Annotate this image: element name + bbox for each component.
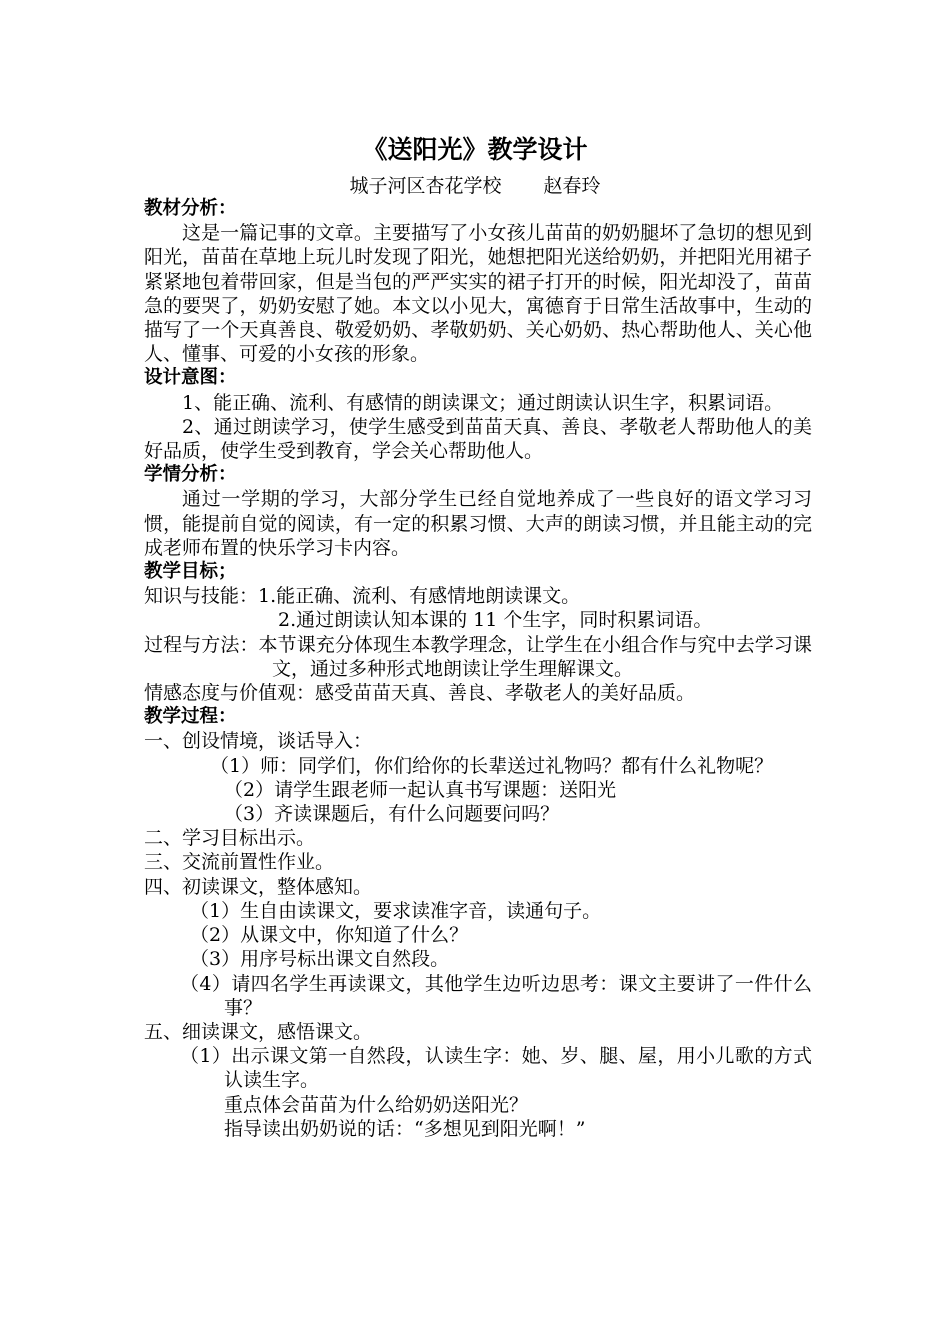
process-substep: （3）齐读课题后，有什么问题要问吗？ bbox=[224, 803, 560, 826]
process-note: 重点体会苗苗为什么给奶奶送阳光？ bbox=[224, 1093, 529, 1116]
process-step: 三、交流前置性作业。 bbox=[144, 851, 335, 874]
document-body bbox=[144, 197, 812, 1141]
objective-process: 过程与方法：本节课充分体现生本教学理念，让学生在小组合作与究中去学习课文，通过多种形式地朗读让学生理解课文。 bbox=[144, 633, 812, 680]
process-substep: （2）请学生跟老师一起认真书写课题：送阳光 bbox=[224, 778, 617, 801]
section-heading-material: 教材分析： bbox=[144, 198, 237, 219]
section-heading-process: 教学过程： bbox=[144, 706, 237, 728]
design-intent-item: 2、通过朗读学习，使学生感受到苗苗天真、善良、孝敬老人帮助他人的美好品质，使学生受到教育，学会关心帮助他人。 bbox=[144, 415, 812, 463]
process-substep: （1）出示课文第一自然段，认读生字：她、岁、腿、屋，用小儿歌的方式认读生字。 bbox=[180, 1045, 812, 1092]
process-substep: （3）用序号标出课文自然段。 bbox=[190, 948, 450, 971]
process-substep: （2）从课文中，你知道了什么？ bbox=[190, 924, 469, 947]
section-heading-objectives: 教学目标； bbox=[144, 561, 237, 583]
school-name: 城子河区杏花学校 bbox=[349, 175, 502, 197]
process-substep: （1）师：同学们，你们给你的长辈送过礼物吗？都有什么礼物呢？ bbox=[210, 754, 774, 777]
process-substep: （1）生自由读课文，要求读准字音，读通句子。 bbox=[190, 899, 602, 922]
objective-knowledge: 知识与技能：1.能正确、流利、有感情地朗读课文。 bbox=[144, 585, 581, 608]
document-title: 《送阳光》教学设计 bbox=[362, 135, 588, 164]
author-line bbox=[0, 172, 950, 200]
author-name: 赵春玲 bbox=[543, 175, 601, 197]
design-intent-item: 1、能正确、流利、有感情的朗读课文；通过朗读认识生字，积累词语。 bbox=[182, 391, 784, 414]
section-heading-learner: 学情分析： bbox=[144, 464, 237, 486]
process-step: 二、学习目标出示。 bbox=[144, 827, 316, 850]
process-step: 一、创设情境，谈话导入： bbox=[144, 730, 373, 753]
process-step: 四、初读课文，整体感知。 bbox=[144, 875, 373, 898]
objective-emotion: 情感态度与价值观：感受苗苗天真、善良、孝敬老人的美好品质。 bbox=[144, 682, 696, 705]
material-analysis-text: 这是一篇记事的文章。主要描写了小女孩儿苗苗的奶奶腿坏了急切的想见到阳光，苗苗在草地上玩儿时发现了阳光，她想把阳光送给奶奶，并把阳光用裙子紧紧地包着带回家，但是当包的严严实实的裙子打开的时候，阳光却没了，苗苗急的要哭了，奶奶安慰了她。本文以小见大，寓德育于日常生活故事中，生动的描写了一个天真善良、敬爱奶奶、孝敬奶奶、关心奶奶、热心帮助他人、关心他人、懂事、可爱的小女孩的形象。 bbox=[144, 222, 812, 366]
objective-knowledge: 2.通过朗读认知本课的 11 个生字，同时积累词语。 bbox=[278, 609, 713, 632]
process-substep: （4）请四名学生再读课文，其他学生边听边思考：课文主要讲了一件什么事？ bbox=[180, 972, 812, 1019]
learner-analysis-text: 通过一学期的学习，大部分学生已经自觉地养成了一些良好的语文学习习惯，能提前自觉的阅读，有一定的积累习惯、大声的朗读习惯，并且能主动的完成老师布置的快乐学习卡内容。 bbox=[144, 488, 812, 559]
section-heading-design: 设计意图： bbox=[144, 367, 237, 389]
process-step: 五、细读课文，感悟课文。 bbox=[144, 1020, 373, 1043]
process-note: 指导读出奶奶说的话：“多想见到阳光啊！” bbox=[224, 1117, 586, 1140]
